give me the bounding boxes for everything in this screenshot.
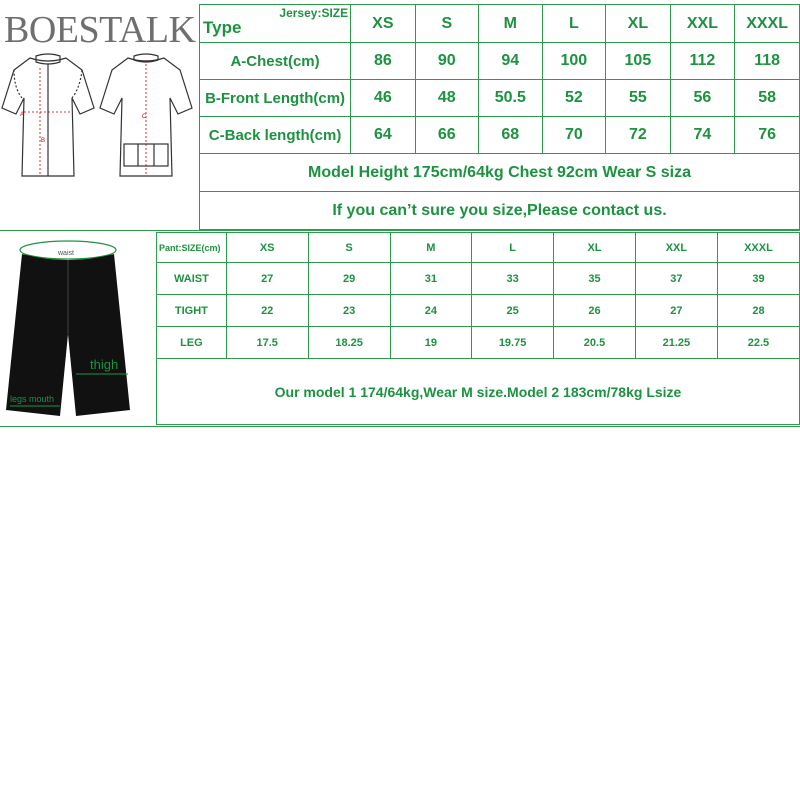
row-label: LEG — [157, 327, 227, 359]
table-cell: 19 — [390, 327, 471, 359]
size-header: M — [390, 233, 471, 263]
table-row — [200, 117, 800, 154]
pant-size-label: Pant:SIZE(cm) — [157, 233, 227, 263]
table-cell: 22 — [226, 295, 308, 327]
table-cell: 25 — [472, 295, 554, 327]
table-cell: 28 — [717, 295, 799, 327]
size-header: L — [542, 5, 606, 43]
contact-note: If you can’t sure you size,Please contact us. — [200, 192, 800, 230]
table-cell: 17.5 — [226, 327, 308, 359]
table-cell: 74 — [670, 117, 735, 154]
pants-size-table — [156, 232, 800, 425]
size-header: XL — [606, 5, 671, 43]
table-cell: 76 — [735, 117, 800, 154]
table-row — [200, 43, 800, 80]
section-divider — [0, 230, 800, 231]
svg-text:C: C — [142, 114, 147, 120]
table-cell: 105 — [606, 43, 671, 80]
size-header: L — [472, 233, 554, 263]
table-cell: 90 — [415, 43, 478, 80]
table-cell: 118 — [735, 43, 800, 80]
table-cell: 23 — [308, 295, 390, 327]
table-cell: 48 — [415, 80, 478, 117]
table-cell: 66 — [415, 117, 478, 154]
size-header: XXXL — [735, 5, 800, 43]
jersey-diagram — [0, 48, 200, 228]
size-header: XXL — [635, 233, 717, 263]
table-row — [157, 295, 800, 327]
pants-model-note: Our model 1 174/64kg,Wear M size.Model 2 183cm/78kg Lsize — [157, 359, 800, 425]
jersey-size-table — [199, 4, 800, 230]
table-cell: 58 — [735, 80, 800, 117]
svg-text:B: B — [41, 138, 46, 144]
table-cell: 52 — [542, 80, 606, 117]
table-cell: 33 — [472, 263, 554, 295]
table-cell: 86 — [351, 43, 415, 80]
size-header: XXL — [670, 5, 735, 43]
table-cell: 56 — [670, 80, 735, 117]
table-cell: 64 — [351, 117, 415, 154]
table-cell: 55 — [606, 80, 671, 117]
table-cell: 46 — [351, 80, 415, 117]
table-cell: 27 — [226, 263, 308, 295]
jersey-size-label: Jersey:SIZE — [279, 6, 349, 20]
svg-text:A: A — [20, 112, 25, 118]
table-cell: 29 — [308, 263, 390, 295]
size-header: XL — [554, 233, 636, 263]
table-cell: 37 — [635, 263, 717, 295]
size-header: M — [479, 5, 543, 43]
row-label: TIGHT — [157, 295, 227, 327]
table-cell: 19.75 — [472, 327, 554, 359]
table-cell: 22.5 — [717, 327, 799, 359]
table-row — [200, 80, 800, 117]
row-label: C-Back length(cm) — [200, 117, 351, 154]
size-header: XS — [351, 5, 415, 43]
table-cell: 35 — [554, 263, 636, 295]
table-cell: 21.25 — [635, 327, 717, 359]
shorts-diagram — [0, 234, 156, 424]
thigh-label: thigh — [90, 357, 119, 372]
table-cell: 20.5 — [554, 327, 636, 359]
row-label: B-Front Length(cm) — [200, 80, 351, 117]
table-cell: 72 — [606, 117, 671, 154]
row-label: WAIST — [157, 263, 227, 295]
table-cell: 68 — [479, 117, 543, 154]
table-cell: 50.5 — [479, 80, 543, 117]
table-cell: 18.25 — [308, 327, 390, 359]
table-row — [157, 263, 800, 295]
waist-label: waist — [58, 250, 74, 257]
section-divider — [0, 426, 800, 427]
size-header: S — [308, 233, 390, 263]
table-cell: 26 — [554, 295, 636, 327]
type-label: Type — [203, 18, 242, 37]
jersey-model-note: Model Height 175cm/64kg Chest 92cm Wear S siza — [200, 154, 800, 192]
table-cell: 31 — [390, 263, 471, 295]
brand-logo: BOESTALK — [4, 9, 196, 51]
jersey-type-header — [200, 5, 351, 43]
table-row — [157, 327, 800, 359]
table-cell: 70 — [542, 117, 606, 154]
size-header: S — [415, 5, 478, 43]
table-cell: 39 — [717, 263, 799, 295]
table-cell: 112 — [670, 43, 735, 80]
table-cell: 100 — [542, 43, 606, 80]
size-header: XXXL — [717, 233, 799, 263]
row-label: A-Chest(cm) — [200, 43, 351, 80]
table-cell: 24 — [390, 295, 471, 327]
table-cell: 27 — [635, 295, 717, 327]
table-cell: 94 — [479, 43, 543, 80]
legs-mouth-label: legs mouth — [10, 394, 55, 404]
size-header: XS — [226, 233, 308, 263]
